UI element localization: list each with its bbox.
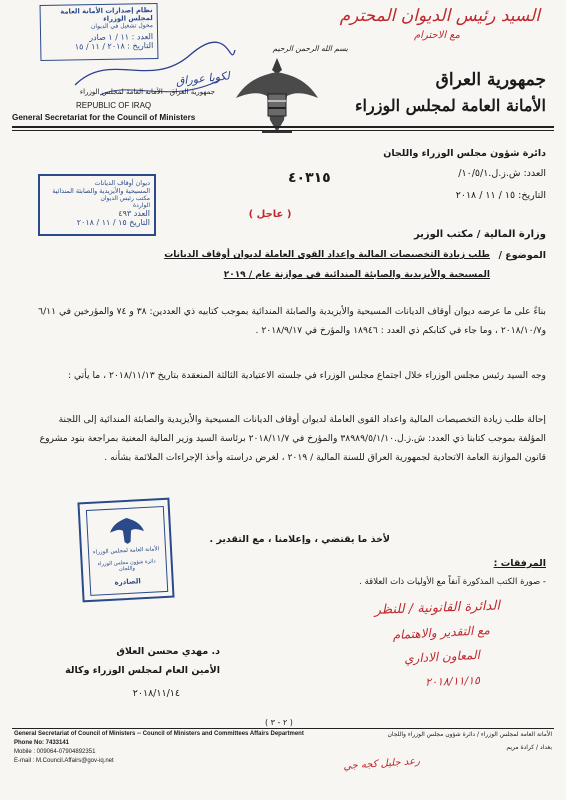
red-margin-note-4: ٢٠١٨/١١/١٥ (425, 673, 481, 689)
letterhead-divider-thin (12, 130, 554, 131)
footer-en-email: E-mail : M.Council.Affairs@gov-iq.net (14, 758, 114, 764)
stamp-number: العدد ٤٩٣ (118, 209, 150, 218)
attachments-label: المرفقات : (493, 558, 546, 569)
basmala: بسم الله الرحمن الرحيم (272, 44, 348, 53)
stamp-line: نظام إصدارات الأمانة العامة لمجلس الوزراء (60, 6, 153, 23)
stamp-date: التاريخ : ٢٠١٨ / ١١ / ١٥ (74, 41, 154, 52)
paragraph-3: إحالة طلب زيادة التخصيصات المالية واعداد القوى العاملة لديوان أوقاف الديانات المسيحية والأيزيدية والصابئة المندائية إلى اللجنة المؤلفة بموجب كتابنا ذي العدد: ش.ز.ل.٣٨٩٨٩/٥/١/١٠ والمؤرخ في ٢٠١٨/١١/٧ برئاسة السيد وزير المالية المعنية بمراجعة بنود مشروع قانون الموازنة العامة الاتحادية لجمهورية العراق للسنة المالية / ٢٠١٩ ، لغرض دراسته وأخذ الإجراءات الملائمة بشأنه . (39, 414, 546, 463)
stamp-line: ديوان أوقاف الديانات (94, 179, 150, 187)
footer-ar-line-1: الأمانة العامة لمجلس الوزراء / دائرة شؤون مجلس الوزراء واللجان (387, 731, 552, 738)
footer-en-mobile: Mobile : 009064-07904892351 (14, 749, 96, 755)
urgent-label: ( عاجل ) (248, 209, 292, 220)
letterhead-secretariat-title: الأمانة العامة لمجلس الوزراء (355, 96, 546, 115)
stamp-line: المسيحية والأيزيدية والصابئة المندائية (52, 187, 150, 195)
subject-line-2: المسيحية والأيزيدية والصابئة المندائية في موازنة عام / ٢٠١٩ (223, 270, 490, 280)
paragraph-2: وجه السيد رئيس مجلس الوزراء خلال اجتماع مجلس الوزراء في جلسته الاعتيادية الثالثة المنعقدة بتاريخ ٢٠١٨/١١/١٣ ، ما يأتي : (67, 370, 546, 381)
red-margin-note-1: الدائرة القانونية / للنظر (374, 598, 501, 618)
footer-en-line-1: General Secretariat of Council of Ministers -- Council of Ministers and Committees Affairs Department (14, 731, 304, 737)
stamp-line: الأمانة العامة لمجلس الوزراء (92, 546, 160, 556)
stamp-line: الواردة (133, 202, 150, 209)
red-margin-note-2: مع التقدير والاهتمام (392, 623, 491, 643)
secretariat-en: General Secretariat for the Council of Ministers (12, 113, 196, 122)
stamp-line: الصادرة (114, 577, 142, 587)
top-red-handwritten-sub: مع الاحترام (413, 30, 460, 41)
ref-date-label: التاريخ: ١٥ / ١١ / ٢٠١٨ (455, 190, 546, 201)
official-outgoing-stamp (77, 498, 174, 603)
ref-number-value: ٤٠٣١٥ (288, 170, 331, 186)
subject-line-1: طلب زيادة التخصيصات المالية وإعداد القوى العاملة لديوان أوقاف الديانات (164, 250, 490, 260)
signatory-name: د. مهدي محسن العلاق (116, 646, 220, 657)
stamp-date: التاريخ ١٥ / ١١ / ٢٠١٨ (76, 218, 150, 227)
letterhead-left-arabic: جمهورية العراق - الأمانة العامة لمجلس الوزراء (79, 88, 215, 96)
signatory-title: الأمين العام لمجلس الوزراء وكالة (65, 665, 220, 676)
stamp-line: مخول تشغيل في الديوان (90, 22, 153, 31)
republic-of-iraq-en: REPUBLIC OF IRAQ (76, 101, 152, 110)
stamp-number: العدد : ١١ / ١ صادر (89, 32, 154, 43)
stamp-line: دائرة شؤون مجلس الوزراء واللجان (97, 558, 156, 573)
blue-scribble-icon (70, 30, 240, 110)
closing-line: لأخذ ما يقتضي ، وإعلامنا ، مع التقدير . (209, 534, 390, 545)
letterhead-divider (12, 126, 554, 128)
recipient: وزارة المالية / مكتب الوزير (413, 229, 546, 240)
stamp-line: مكتب رئيس الديوان (100, 195, 150, 202)
subject-label: الموضوع / (498, 250, 546, 261)
footer-divider (12, 728, 554, 729)
bottom-red-signature: رعد جليل كجه جي (342, 755, 421, 773)
attachments-item: - صورة الكتب المذكورة آنفاً مع الأوليات ذات العلاقة . (359, 577, 546, 587)
blue-signature: لكويا عوراق (175, 69, 231, 88)
department-name: دائرة شؤون مجلس الوزراء واللجان (383, 148, 546, 159)
signatory-date: ٢٠١٨/١١/١٤ (132, 688, 180, 699)
letterhead-republic-title: جمهورية العراق (435, 70, 546, 90)
top-red-handwritten-note: السيد رئيس الديوان المحترم (339, 6, 540, 26)
waqf-incoming-stamp (38, 174, 156, 236)
footer-en-phone: Phone No: 7433141 (14, 740, 70, 746)
paragraph-1: بناءً على ما عرضه ديوان أوقاف الديانات المسيحية والأيزيدية والصابئة المندائية بموجب كتابيه ذي العددين: ٣٨ و ٧٤ والمؤرخين في ٦/١١ و٢٠١٨/١٠/٧ ، وما جاء في كتابكم ذي العدد : ١٨٩٤٦ والمؤرخ في ٢٠١٨/٩/١٧ . (38, 306, 546, 336)
red-margin-note-3: المعاون الاداري (403, 647, 481, 666)
ref-number-label: العدد: ش.ز.ل.١٠/٥/١/ (458, 168, 546, 179)
page-number: ( ٢ - ٣ ) (265, 718, 293, 727)
stamp-emblem-icon (108, 515, 145, 545)
footer-ar-line-2: بغداد / كرادة مريم (506, 744, 552, 751)
